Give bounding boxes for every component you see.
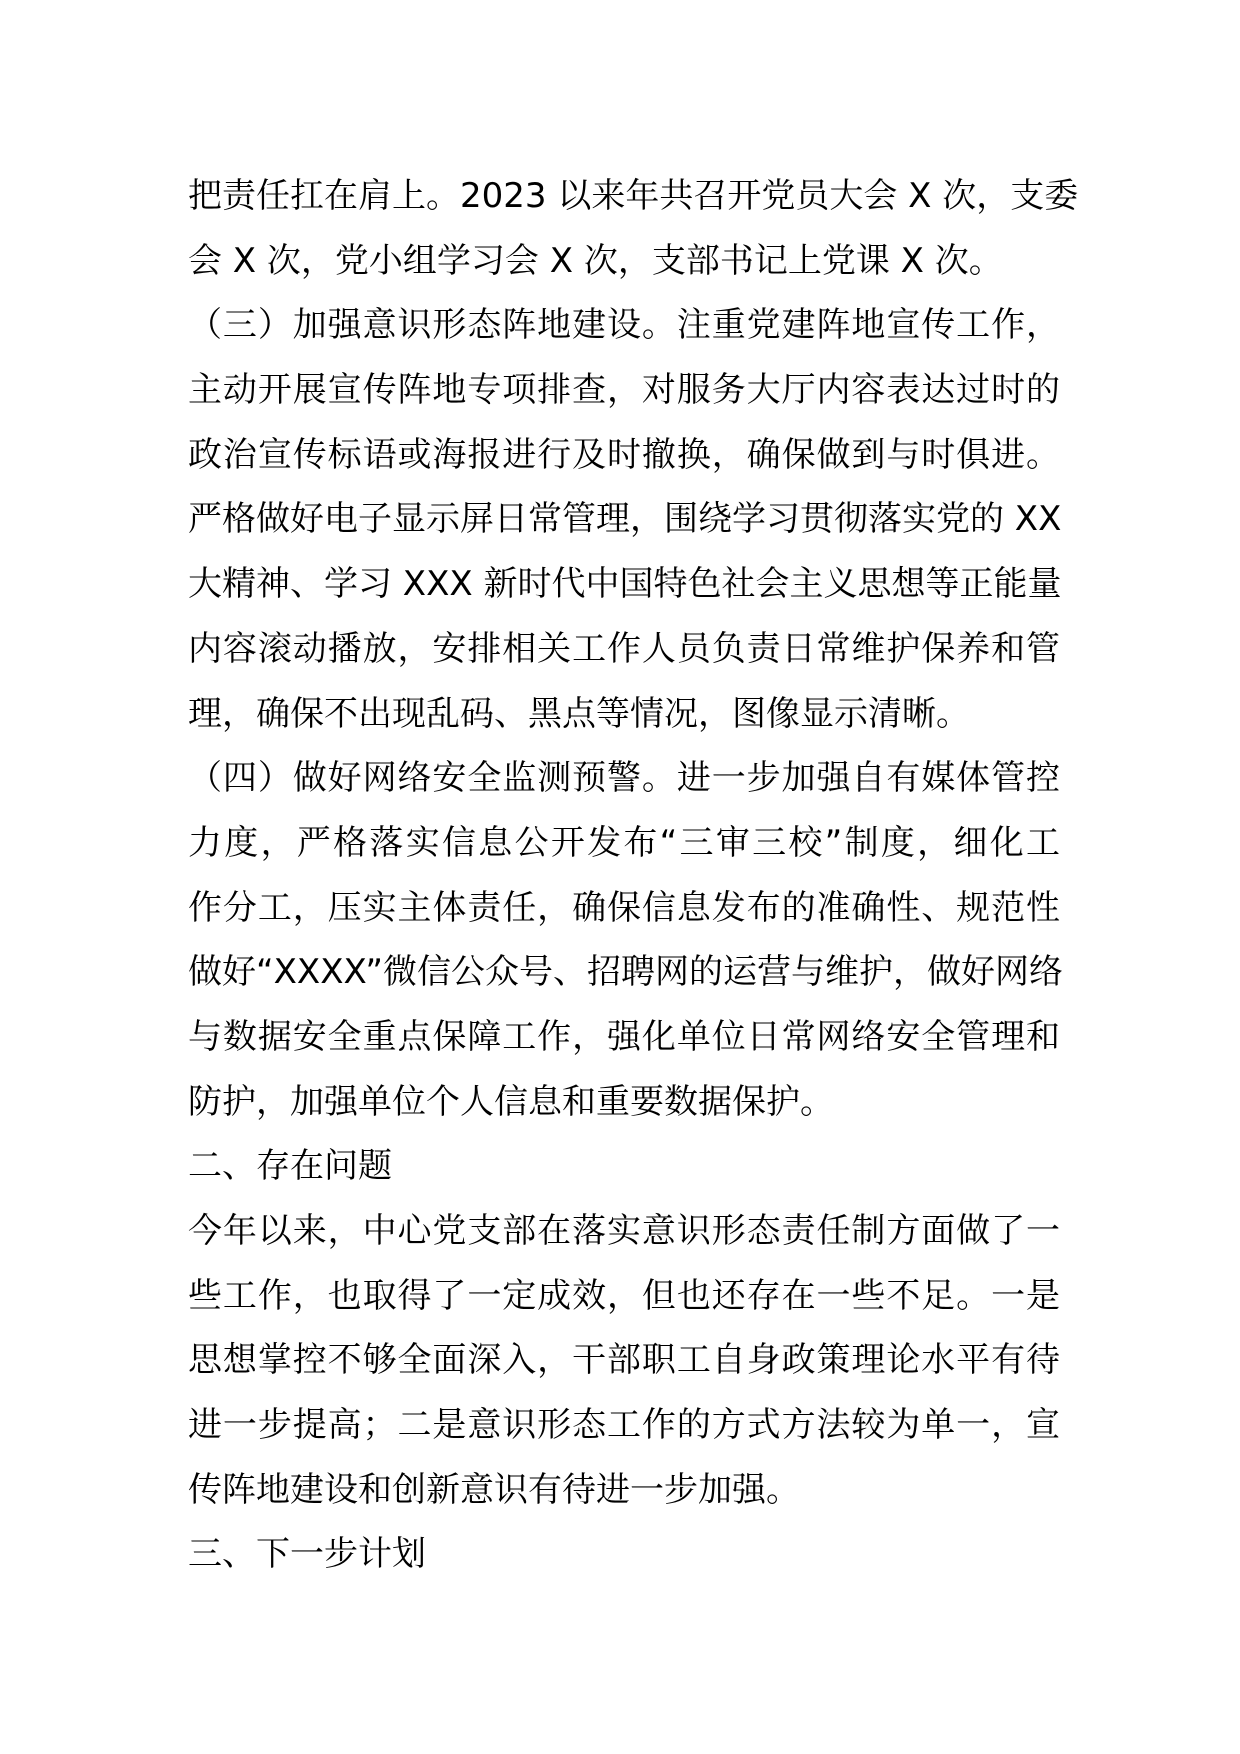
text-line: 防护，加强单位个人信息和重要数据保护。: [188, 1081, 834, 1122]
text-line: 把责任扛在肩上。2023 以来年共召开党员大会 X 次，支委: [188, 176, 1079, 216]
text-line: 些工作，也取得了一定成效，但也还存在一些不足。一是: [188, 1275, 1060, 1316]
section-heading: 三、下一步计划: [188, 1534, 426, 1575]
text-line: 力度，严格落实信息公开发布“三审三校”制度，细化工: [188, 822, 1060, 863]
text-line: （四）做好网络安全监测预警。进一步加强自有媒体管控: [188, 758, 1060, 799]
text-line: 做好“XXXX”微信公众号、招聘网的运营与维护，做好网络: [188, 952, 1064, 993]
text-line: （三）加强意识形态阵地建设。注重党建阵地宣传工作，: [188, 305, 1060, 346]
text-line: 政治宣传标语或海报进行及时撤换，确保做到与时俱进。: [188, 434, 1060, 475]
text-line: 今年以来，中心党支部在落实意识形态责任制方面做了一: [188, 1211, 1060, 1251]
text-line: 传阵地建设和创新意识有待进一步加强。: [188, 1469, 800, 1510]
text-line: 进一步提高；二是意识形态工作的方式方法较为单一，宣: [188, 1405, 1060, 1446]
text-line: 大精神、学习 XXX 新时代中国特色社会主义思想等正能量: [188, 564, 1062, 605]
text-line: 会 X 次，党小组学习会 X 次，支部书记上党课 X 次。: [188, 240, 1003, 281]
text-line: 理，确保不出现乱码、黑点等情况，图像显示清晰。: [188, 693, 970, 734]
text-line: 主动开展宣传阵地专项排查，对服务大厅内容表达过时的: [188, 370, 1060, 411]
text-line: 作分工，压实主体责任，确保信息发布的准确性、规范性: [188, 887, 1060, 928]
section-heading: 二、存在问题: [188, 1146, 392, 1187]
text-line: 内容滚动播放，安排相关工作人员负责日常维护保养和管: [188, 628, 1060, 669]
text-line: 严格做好电子显示屏日常管理，围绕学习贯彻落实党的 XX: [188, 499, 1062, 540]
text-line: 思想掌控不够全面深入，干部职工自身政策理论水平有待: [188, 1340, 1060, 1381]
document-body: [188, 164, 1079, 1587]
text-line: 与数据安全重点保障工作，强化单位日常网络安全管理和: [188, 1016, 1060, 1057]
